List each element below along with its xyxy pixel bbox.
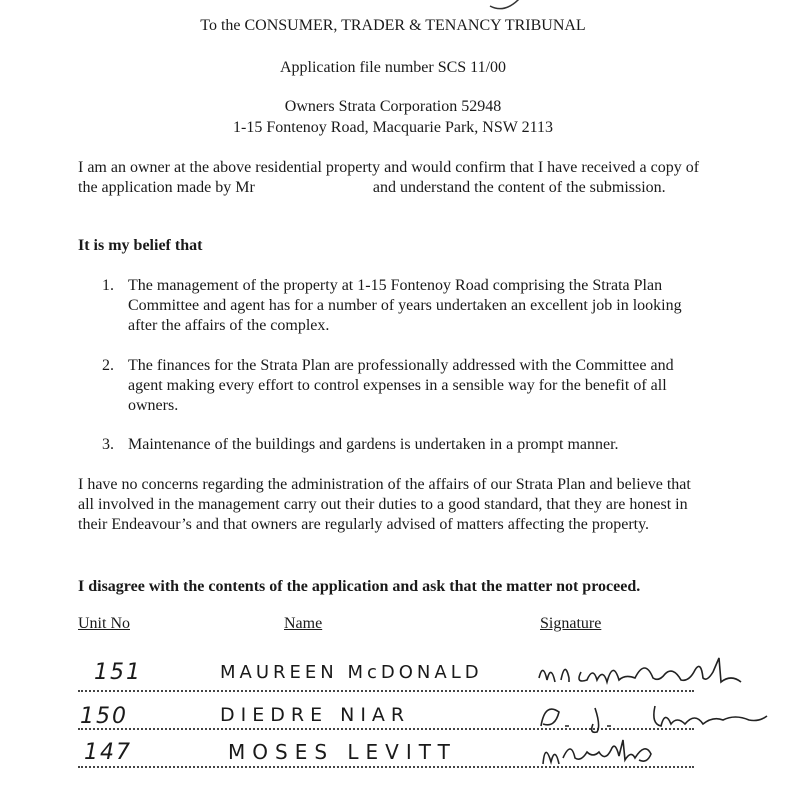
concerns-paragraph: I have no concerns regarding the administration of the affairs of our Strata Plan and believe that all involved in the management carry out their duties to a good standard, that they are honest in their Endeavour’s and that owners are regularly advised of matters affecting the property. [78,476,691,533]
strata-corp-name: Owners Strata Corporation 52948 [284,98,502,115]
belief-text: The management of the property at 1-15 Fontenoy Road comprising the Strata Plan Committee and agent has for a number of years undertaken an excellent job in looking after the affairs of the complex. [128,277,682,334]
entry-signature-image [535,696,775,736]
belief-text: Maintenance of the buildings and gardens is undertaken in a prompt manner. [128,436,619,453]
entry-name: MOSES LEVITT [228,740,457,764]
redacted-name [259,181,369,195]
entry-unit-no: 150 [80,704,128,729]
intro-text-before: I am an owner at the above residential property and would confirm that I have received a copy of the application made by Mr [78,159,700,196]
belief-number: 2. [102,357,114,374]
entry-signature-image [535,652,755,696]
entry-name: DIEDRE NIAR [220,704,411,726]
belief-number: 3. [102,436,114,453]
entry-signature-image [535,732,695,772]
entry-unit-no: 151 [94,660,142,685]
belief-number: 1. [102,277,114,294]
property-address: 1-15 Fontenoy Road, Macquarie Park, NSW 2113 [233,119,553,136]
unit-no-column-header: Unit No [78,615,130,632]
belief-text: The finances for the Strata Plan are professionally addressed with the Committee and agent making every effort to control expenses in a sensible way for the benefit of all owners. [128,357,674,414]
addressee-line: To the CONSUMER, TRADER & TENANCY TRIBUNAL [200,17,586,34]
intro-text-after: and understand the content of the submission. [372,179,666,196]
entry-unit-no: 147 [84,740,132,765]
belief-heading: It is my belief that [78,237,203,254]
file-number-line: Application file number SCS 11/00 [279,59,507,76]
signature-column-header: Signature [540,615,602,632]
disagree-statement: I disagree with the contents of the application and ask that the matter not proceed. [78,578,641,595]
intro-paragraph [78,158,718,198]
name-column-header: Name [284,615,323,632]
entry-name: MAUREEN McDONALD [220,662,483,683]
